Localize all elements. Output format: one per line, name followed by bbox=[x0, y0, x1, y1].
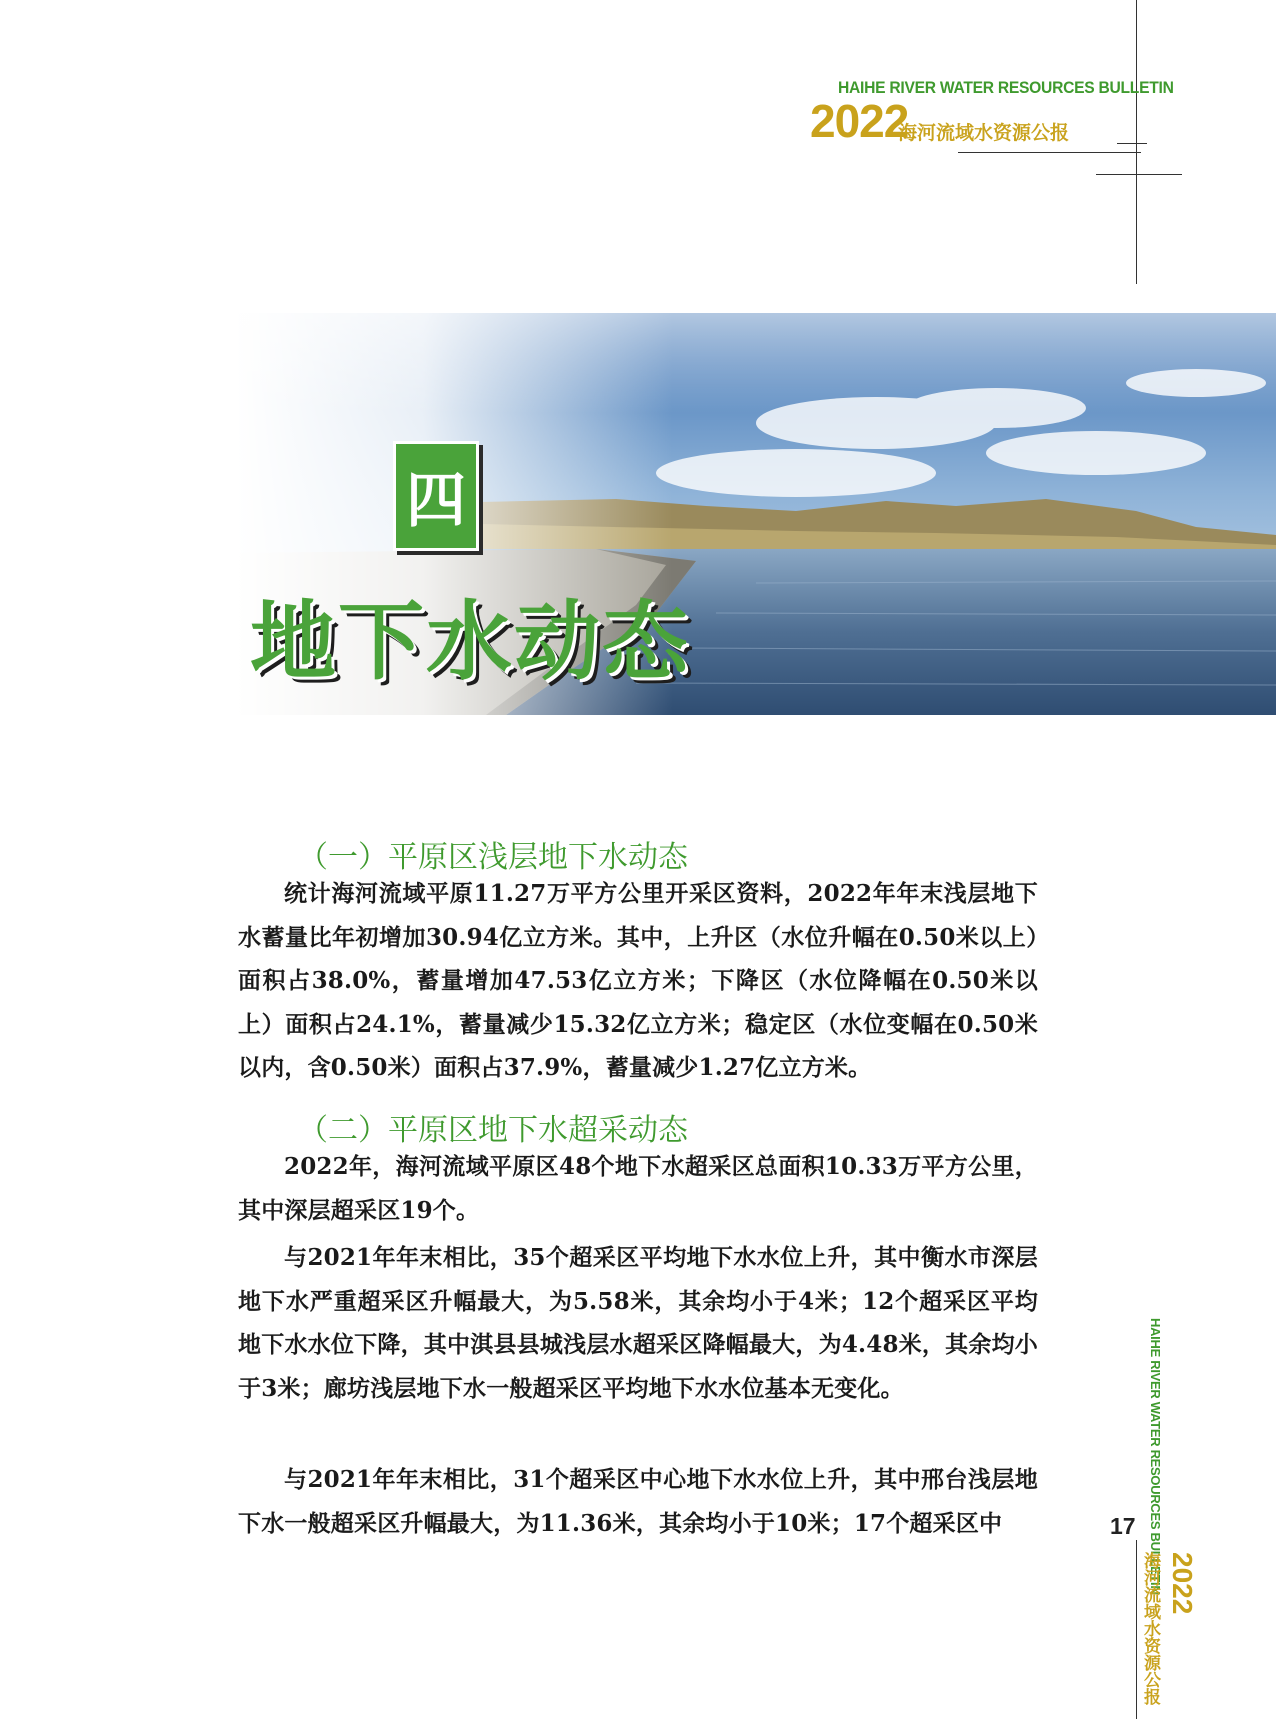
header-chinese-title: 海河流域水资源公报 bbox=[898, 122, 1070, 144]
crop-mark-vertical-bottom bbox=[1136, 1540, 1137, 1719]
section-heading-2: （二）平原区地下水超采动态 bbox=[298, 1113, 688, 1148]
crop-mark-horizontal bbox=[958, 152, 1141, 153]
chapter-title: 地下水动态 bbox=[250, 592, 690, 692]
paragraph: 与2021年年末相比，35个超采区平均地下水水位上升，其中衡水市深层地下水严重超采区升幅最大，为5.58米，其余均小于4米；12个超采区平均地下水水位下降，其中淇县县城浅层水超采区降幅最大，为4.48米，其余均小于3米；廊坊浅层地下水一般超采区平均地下水水位基本无变化。 bbox=[238, 1244, 1038, 1402]
side-year: 2022 bbox=[1167, 1552, 1198, 1615]
chapter-number-box bbox=[393, 441, 479, 551]
side-english-title: HAIHE RIVER WATER RESOURCES BULLETIN bbox=[1148, 1318, 1163, 1595]
page-number: 17 bbox=[1110, 1513, 1136, 1539]
paragraph: 与2021年年末相比，31个超采区中心地下水水位上升，其中邢台浅层地下水一般超采区升幅最大，为11.36米，其余均小于10米；17个超采区中 bbox=[238, 1466, 1038, 1537]
paragraph: 统计海河流域平原11.27万平方公里开采区资料，2022年年末浅层地下水蓄量比年初增加30.94亿立方米。其中，上升区（水位升幅在0.50米以上）面积占38.0%，蓄量增加47.53亿立方米；下降区（水位降幅在0.50米以上）面积占24.1%，蓄量减少15.32亿立方米；稳定区（水位变幅在0.50米以内，含0.50米）面积占37.9%，蓄量减少1.27亿立方米。 bbox=[238, 880, 1038, 1081]
crop-mark-horizontal-2 bbox=[1096, 174, 1182, 175]
header-english-title: HAIHE RIVER WATER RESOURCES BULLETIN bbox=[838, 78, 1174, 97]
side-chinese-title: 海河流域水资源公报 bbox=[1140, 1552, 1160, 1705]
section-heading-1: （一）平原区浅层地下水动态 bbox=[298, 840, 688, 875]
header-year: 2022 bbox=[810, 95, 909, 147]
crop-mark-short bbox=[1117, 143, 1147, 144]
chapter-number: 四 bbox=[406, 466, 466, 536]
paragraph: 2022年，海河流域平原区48个地下水超采区总面积10.33万平方公里，其中深层超采区19个。 bbox=[238, 1153, 1038, 1224]
crop-mark-vertical bbox=[1136, 0, 1137, 284]
